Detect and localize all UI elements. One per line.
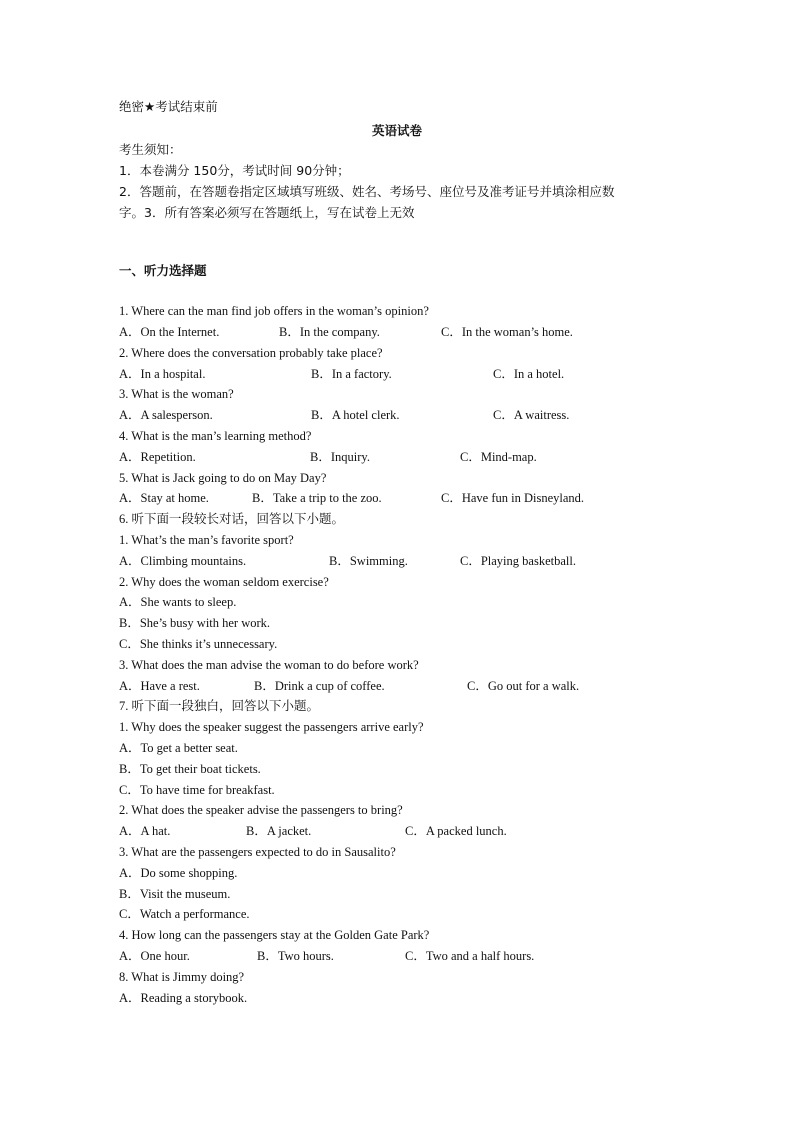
option-6-3b: B．Drink a cup of coffee. bbox=[254, 679, 385, 693]
option-7-4c: C．Two and a half hours. bbox=[405, 949, 535, 963]
notice-item-2: 2．答题前，在答题卷指定区域填写班级、姓名、考场号、座位号及准考证号并填涂相应数 bbox=[119, 184, 615, 199]
option-3c: C．A waitress. bbox=[493, 408, 570, 422]
option-7-4a: A．One hour. bbox=[119, 949, 190, 963]
question-7-intro: 7. 听下面一段独白，回答以下小题。 bbox=[119, 699, 320, 713]
question-7-1: 1. Why does the speaker suggest the passengers arrive early? bbox=[119, 720, 424, 734]
option-8a: A．Reading a storybook. bbox=[119, 991, 248, 1005]
option-7-3c: C．Watch a performance. bbox=[119, 907, 250, 921]
option-7-3a: A．Do some shopping. bbox=[119, 866, 238, 880]
option-6-3c: C．Go out for a walk. bbox=[467, 679, 580, 693]
question-6-2: 2. Why does the woman seldom exercise? bbox=[119, 575, 329, 589]
notice-item-2-cont: 字。3．所有答案必须写在答题纸上，写在试卷上无效 bbox=[119, 205, 415, 220]
question-4: 4. What is the man’s learning method? bbox=[119, 429, 312, 443]
question-2: 2. Where does the conversation probably take place? bbox=[119, 346, 383, 360]
option-7-2b: B．A jacket. bbox=[246, 824, 312, 838]
option-4a: A．Repetition. bbox=[119, 450, 196, 464]
option-6-2c: C．She thinks it’s unnecessary. bbox=[119, 637, 278, 651]
option-6-1a: A．Climbing mountains. bbox=[119, 554, 247, 568]
question-3: 3. What is the woman? bbox=[119, 387, 234, 401]
question-7-2: 2. What does the speaker advise the passengers to bring? bbox=[119, 803, 403, 817]
option-7-2c: C．A packed lunch. bbox=[405, 824, 507, 838]
question-8: 8. What is Jimmy doing? bbox=[119, 970, 245, 984]
option-7-4b: B．Two hours. bbox=[257, 949, 334, 963]
question-7-4: 4. How long can the passengers stay at the Golden Gate Park? bbox=[119, 928, 430, 942]
notice-label: 考生须知： bbox=[119, 142, 182, 157]
question-5: 5. What is Jack going to do on May Day? bbox=[119, 471, 327, 485]
option-7-1c: C．To have time for breakfast. bbox=[119, 783, 275, 797]
option-3b: B．A hotel clerk. bbox=[311, 408, 400, 422]
option-7-1a: A．To get a better seat. bbox=[119, 741, 238, 755]
option-1b: B．In the company. bbox=[279, 325, 380, 339]
question-1: 1. Where can the man find job offers in the woman’s opinion? bbox=[119, 304, 429, 318]
option-2a: A．In a hospital. bbox=[119, 367, 206, 381]
option-5a: A．Stay at home. bbox=[119, 491, 209, 505]
option-6-2a: A．She wants to sleep. bbox=[119, 595, 237, 609]
notice-item-1: 1．本卷满分 150分，考试时间 90分钟； bbox=[119, 163, 350, 178]
option-6-2b: B．She’s busy with her work. bbox=[119, 616, 271, 630]
option-4c: C．Mind-map. bbox=[460, 450, 537, 464]
question-6-3: 3. What does the man advise the woman to do before work? bbox=[119, 658, 419, 672]
section-heading: 一、听力选择题 bbox=[119, 263, 207, 278]
option-6-3a: A．Have a rest. bbox=[119, 679, 200, 693]
question-6-intro: 6. 听下面一段较长对话，回答以下小题。 bbox=[119, 512, 345, 526]
option-4b: B．Inquiry. bbox=[310, 450, 370, 464]
option-7-1b: B．To get their boat tickets. bbox=[119, 762, 261, 776]
option-6-1c: C．Playing basketball. bbox=[460, 554, 576, 568]
option-2b: B．In a factory. bbox=[311, 367, 392, 381]
question-6-1: 1. What’s the man’s favorite sport? bbox=[119, 533, 294, 547]
page-title: 英语试卷 bbox=[371, 123, 422, 138]
option-6-1b: B．Swimming. bbox=[329, 554, 408, 568]
option-5c: C．Have fun in Disneyland. bbox=[441, 491, 585, 505]
option-3a: A．A salesperson. bbox=[119, 408, 213, 422]
option-5b: B．Take a trip to the zoo. bbox=[252, 491, 382, 505]
option-1a: A．On the Internet. bbox=[119, 325, 220, 339]
option-2c: C．In a hotel. bbox=[493, 367, 565, 381]
confidential-label: 绝密★考试结束前 bbox=[119, 99, 218, 114]
option-7-2a: A．A hat. bbox=[119, 824, 171, 838]
option-7-3b: B．Visit the museum. bbox=[119, 887, 231, 901]
option-1c: C．In the woman’s home. bbox=[441, 325, 573, 339]
question-7-3: 3. What are the passengers expected to do in Sausalito? bbox=[119, 845, 396, 859]
